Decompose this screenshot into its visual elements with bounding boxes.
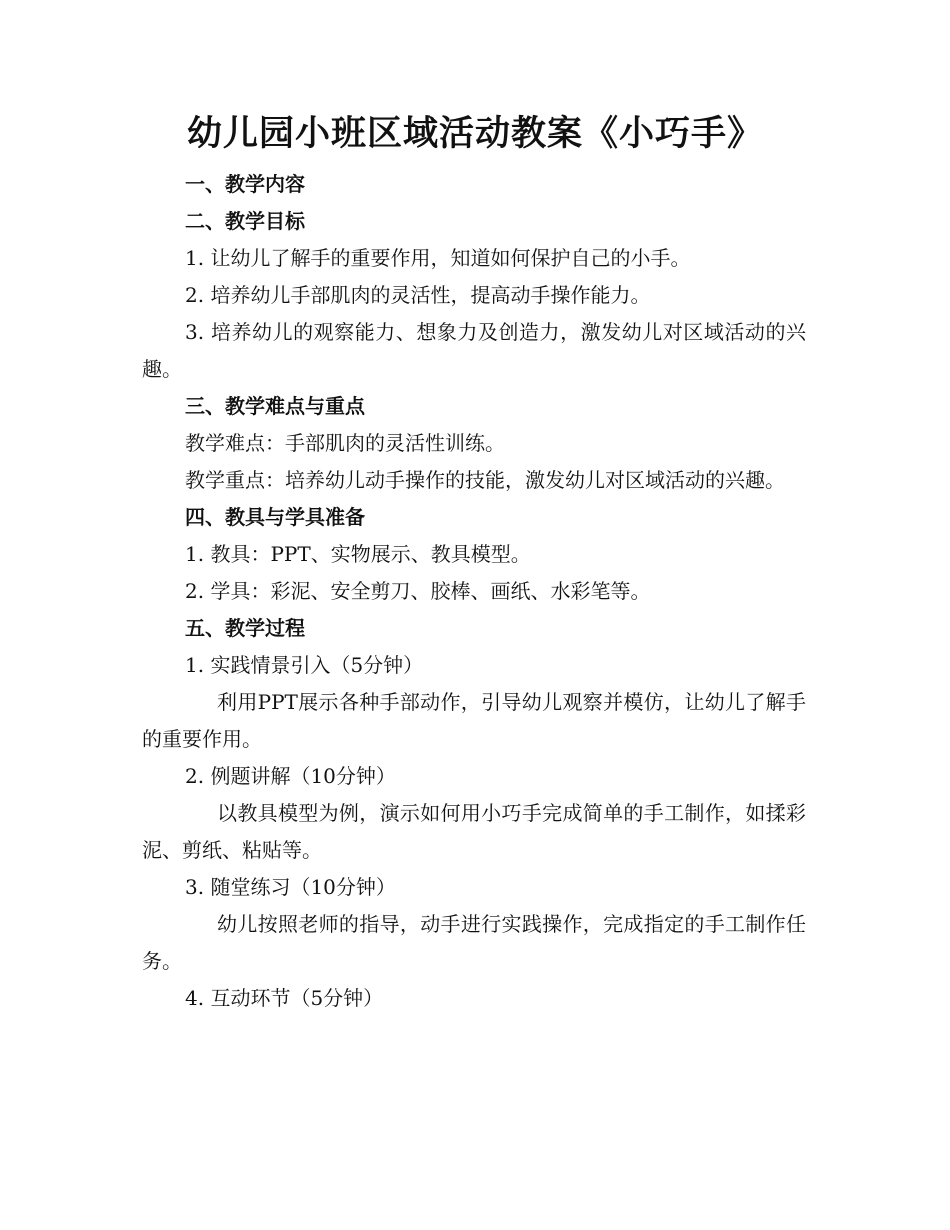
process-step-1: 1. 实践情景引入（5分钟） bbox=[185, 653, 424, 677]
document-title: 幼儿园小班区域活动教案《小巧手》 bbox=[186, 113, 763, 154]
materials-item-2: 2. 学具：彩泥、安全剪刀、胶棒、画纸、水彩笔等。 bbox=[185, 579, 651, 603]
document-body bbox=[142, 166, 806, 1017]
process-step-4: 4. 互动环节（5分钟） bbox=[185, 986, 384, 1010]
process-step-3: 3. 随堂练习（10分钟） bbox=[185, 875, 396, 899]
section-heading-difficulties: 三、教学难点与重点 bbox=[185, 394, 365, 418]
section-heading-materials: 四、教具与学具准备 bbox=[185, 505, 365, 529]
section-heading-objectives: 二、教学目标 bbox=[185, 209, 305, 233]
process-step-2: 2. 例题讲解（10分钟） bbox=[185, 764, 396, 788]
objective-item-1: 1. 让幼儿了解手的重要作用，知道如何保护自己的小手。 bbox=[185, 246, 691, 270]
section-heading-content: 一、教学内容 bbox=[185, 172, 305, 196]
materials-item-1: 1. 教具：PPT、实物展示、教具模型。 bbox=[185, 542, 531, 566]
key-point-text: 教学重点：培养幼儿动手操作的技能，激发幼儿对区域活动的兴趣。 bbox=[185, 468, 785, 492]
process-step-3-detail: 幼儿按照老师的指导，动手进行实践操作，完成指定的手工制作任务。 bbox=[142, 912, 806, 973]
section-heading-process: 五、教学过程 bbox=[185, 616, 305, 640]
process-step-2-detail: 以教具模型为例，演示如何用小巧手完成简单的手工制作，如揉彩泥、剪纸、粘贴等。 bbox=[142, 801, 806, 862]
process-step-1-detail: 利用PPT展示各种手部动作，引导幼儿观察并模仿，让幼儿了解手的重要作用。 bbox=[142, 690, 806, 751]
objective-item-2: 2. 培养幼儿手部肌肉的灵活性，提高动手操作能力。 bbox=[185, 283, 651, 307]
objective-item-3: 3. 培养幼儿的观察能力、想象力及创造力，激发幼儿对区域活动的兴趣。 bbox=[142, 320, 806, 381]
difficulty-text: 教学难点：手部肌肉的灵活性训练。 bbox=[185, 431, 505, 455]
